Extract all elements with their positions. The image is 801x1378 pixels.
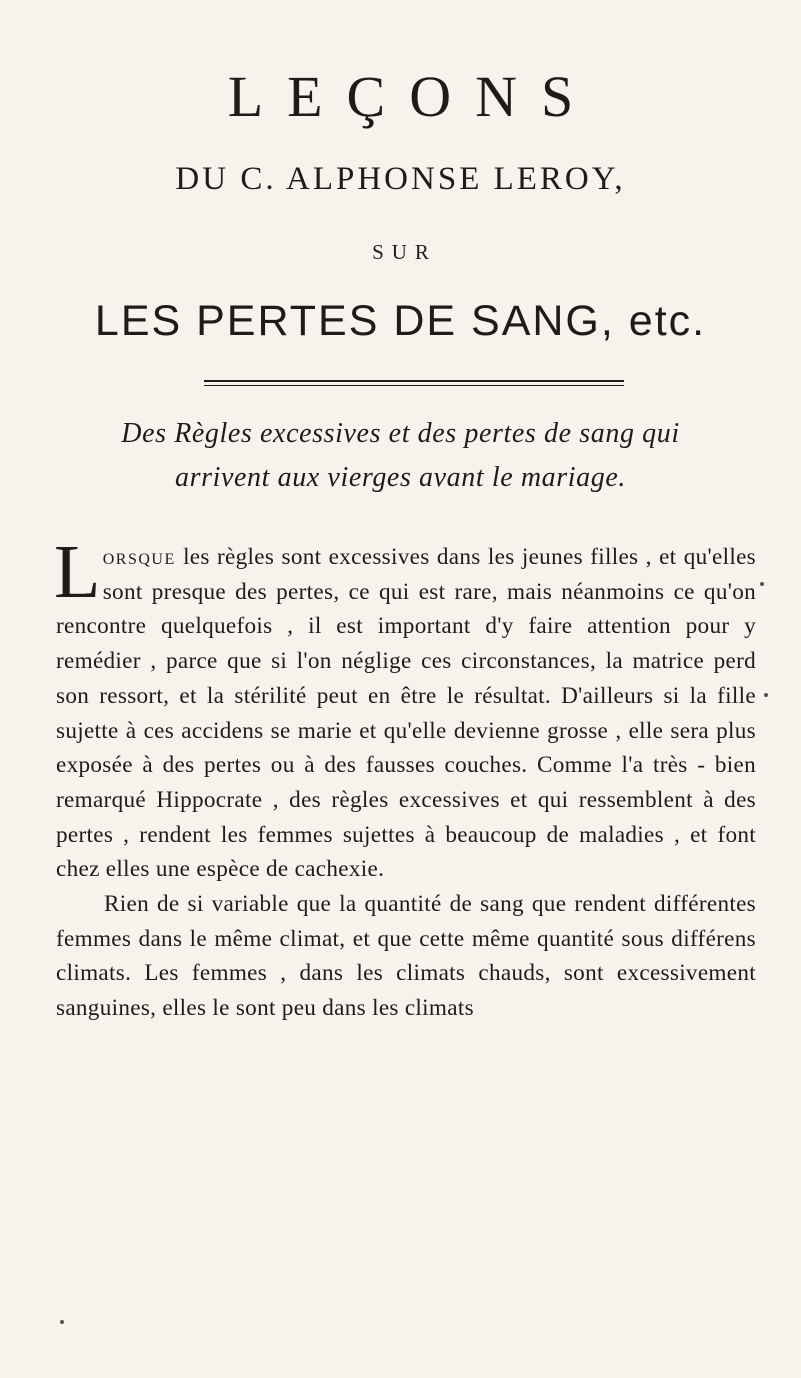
author-line: DU C. ALPHONSE LEROY, [175, 161, 626, 197]
opening-word: orsque [102, 544, 176, 570]
topic-title: LES PERTES DE SANG, etc. [94, 297, 707, 345]
double-rule-bottom [204, 385, 624, 386]
drop-cap: L [54, 530, 101, 614]
paper-speck [760, 582, 764, 586]
section-heading [40, 412, 761, 500]
paragraph-2: Rien de si variable que la quantité de sang que rendent différentes femmes dans le même climat, et que cette même quantité sous différens climats. Les femmes , dans les climats chauds, sont excessivement sanguines, elles le sont peu dans les climats [56, 891, 756, 1022]
page-title: LEÇONS [227, 64, 598, 129]
body-text [54, 530, 756, 1026]
preposition-line: SUR [372, 240, 437, 264]
paper-speck [764, 693, 768, 697]
section-heading-line-2: arrivent aux vierges avant le mariage. [175, 462, 626, 493]
paper-speck [60, 1320, 64, 1324]
double-rule-top [204, 380, 624, 382]
section-heading-line-1: Des Règles excessives et des pertes de sang qui [121, 418, 680, 449]
paragraph-1 [54, 530, 756, 887]
paragraph-1-text: les règles sont excessives dans les jeunes filles , et qu'elles sont presque des pertes, ce qui est rare, mais néanmoins ce qu'on rencontre quelquefois , il est important d'y faire attention pour y remédier , parce que si l'on néglige ces circonstances, la matrice perd son ressort, et la stérilité peut en être le résultat. D'ailleurs si la fille sujette à ces accidens se marie et qu'elle devienne grosse , elle sera plus exposée à des pertes ou à des fausses couches. Comme l'a très - bien remarqué Hippocrate , des règles excessives et qui ressemblent à des pertes , rendent les femmes sujettes à beaucoup de maladies , et font chez elles une espèce de cachexie. [56, 544, 756, 883]
